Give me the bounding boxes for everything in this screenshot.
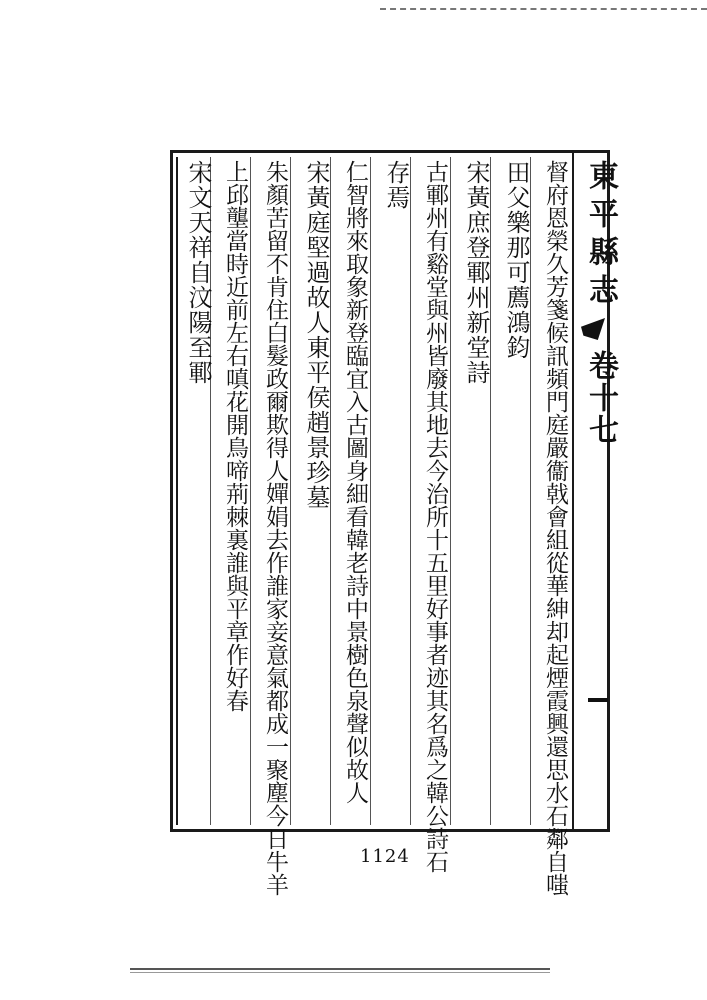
header-volume: 卷十七 [583, 350, 618, 446]
inner-border-rule [176, 157, 178, 825]
scan-bottom-edge [130, 968, 550, 970]
text-column-7: 宋黃庭堅過故人東平侯趙景珍墓 [302, 160, 330, 510]
text-column-8: 朱顏苦留不肯住白髮政爾欺得人嬋娟去作誰家妾意氣都成一聚塵今日牛羊 [262, 160, 288, 896]
scan-bottom-edge-shadow [130, 972, 550, 973]
text-column-10: 宋文天祥自汶陽至鄆 [184, 160, 212, 385]
text-column-5: 存焉 [382, 160, 410, 210]
margin-tab-mark [588, 698, 608, 702]
page-number: 1124 [360, 846, 410, 867]
scan-edge-dashes [380, 8, 707, 10]
text-column-3: 宋黃庶登鄆州新堂詩 [462, 160, 490, 385]
header-title: 東平縣志 [583, 160, 618, 312]
text-column-6: 仁智將來取象新登臨宜入古圖身細看韓老詩中景樹色泉聲似故人 [342, 160, 368, 804]
text-column-9: 上邱壟當時近前左右嗔花開鳥啼荊棘裏誰與平章作好春 [222, 160, 248, 712]
text-column-2: 田父樂那可薦鴻鈞 [502, 160, 530, 360]
text-column-1: 督府恩榮久芳箋候訊頻門庭嚴衞戟會組從華紳却起煙霞興還思水石鄰自嗤 [542, 160, 568, 896]
column-rule [410, 157, 411, 825]
text-column-4: 古鄆州有谿堂與州皆廢其地去今治所十五里好事者迹其名爲之韓公詩石 [422, 160, 448, 873]
